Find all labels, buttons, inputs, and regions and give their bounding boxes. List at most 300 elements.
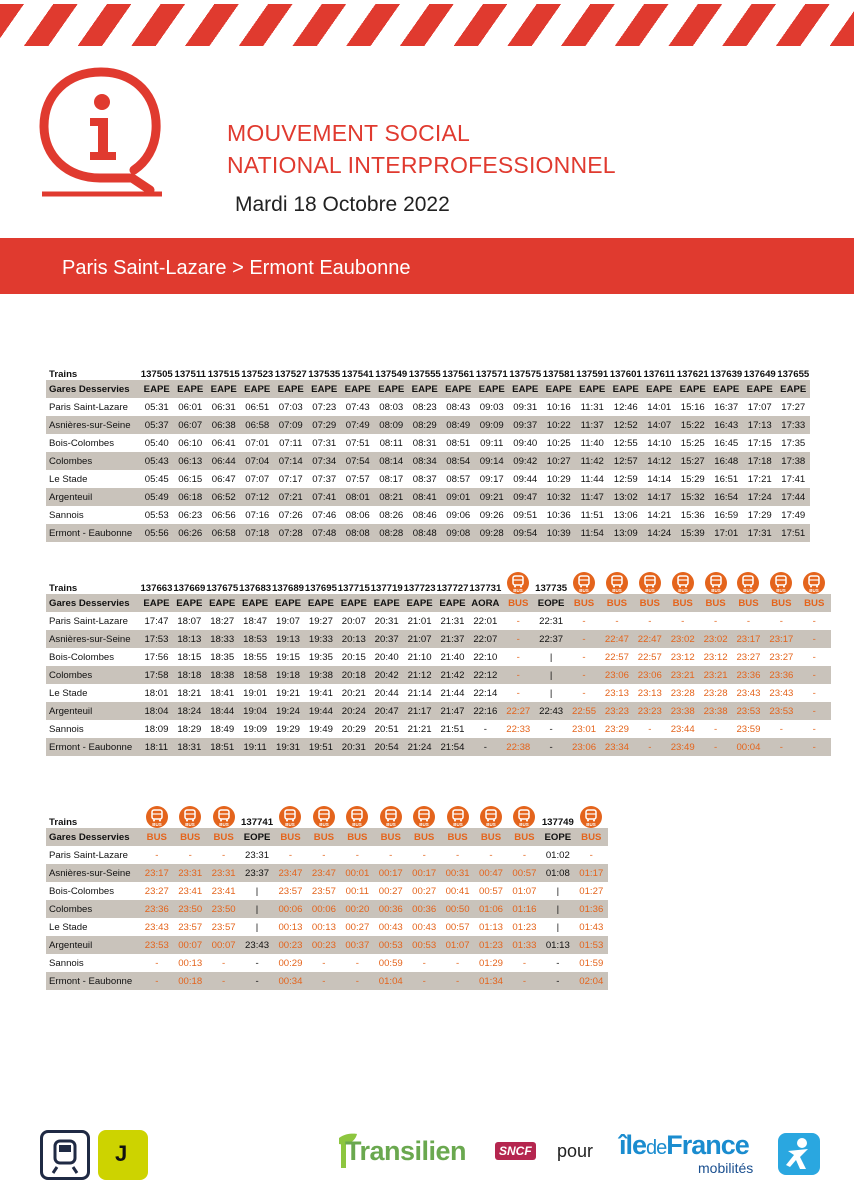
departure-time: 08:57 bbox=[442, 470, 476, 488]
departure-time: - bbox=[341, 846, 374, 864]
departure-time: 19:51 bbox=[304, 738, 337, 756]
departure-time: 09:44 bbox=[509, 470, 543, 488]
departure-time: 17:53 bbox=[140, 630, 173, 648]
station-row bbox=[46, 648, 831, 666]
bus-icon bbox=[513, 806, 535, 828]
departure-time: 22:37 bbox=[535, 630, 568, 648]
mission-code: BUS bbox=[568, 594, 601, 612]
mission-code: BUS bbox=[765, 594, 798, 612]
mission-code: BUS bbox=[600, 594, 633, 612]
departure-time: 07:29 bbox=[308, 416, 342, 434]
departure-time: 18:27 bbox=[206, 612, 239, 630]
departure-time: 23:59 bbox=[732, 720, 765, 738]
departure-time: - bbox=[341, 954, 374, 972]
departure-time: 00:07 bbox=[174, 936, 207, 954]
mission-code: EAPE bbox=[743, 380, 777, 398]
station-row bbox=[46, 612, 831, 630]
station-name: Paris Saint-Lazare bbox=[46, 398, 140, 416]
mission-code: EAPE bbox=[375, 380, 409, 398]
departure-time: 23:21 bbox=[699, 666, 732, 684]
idf-mobilites-sub: mobilités bbox=[698, 1160, 754, 1176]
bus-icon bbox=[146, 806, 168, 828]
station-name: Bois-Colombes bbox=[46, 434, 140, 452]
station-row bbox=[46, 972, 608, 990]
mission-code: EAPE bbox=[337, 594, 370, 612]
departure-time: 23:31 bbox=[207, 864, 240, 882]
departure-time: 00:07 bbox=[207, 936, 240, 954]
mission-code: EAPE bbox=[542, 380, 576, 398]
departure-time: 07:28 bbox=[274, 524, 308, 542]
departure-time: 20:07 bbox=[337, 612, 370, 630]
trains-label: Trains bbox=[49, 369, 78, 380]
departure-time: 20:47 bbox=[370, 702, 403, 720]
bus-column-header bbox=[765, 566, 798, 594]
departure-time: 18:41 bbox=[206, 684, 239, 702]
bus-column-header bbox=[699, 566, 732, 594]
departure-time: 18:44 bbox=[206, 702, 239, 720]
departure-time: 23:17 bbox=[732, 630, 765, 648]
pour-label: pour bbox=[557, 1141, 594, 1161]
mission-code: BUS bbox=[140, 828, 173, 846]
departure-time: - bbox=[174, 846, 207, 864]
departure-time: 23:37 bbox=[240, 864, 273, 882]
departure-time: 20:24 bbox=[337, 702, 370, 720]
bus-icon bbox=[447, 806, 469, 828]
departure-time: 01:08 bbox=[541, 864, 574, 882]
departure-time: 21:07 bbox=[403, 630, 436, 648]
departure-time: | bbox=[240, 918, 273, 936]
departure-time: 18:09 bbox=[140, 720, 173, 738]
departure-time: 21:47 bbox=[436, 702, 469, 720]
departure-time: 18:13 bbox=[173, 630, 206, 648]
departure-time: 20:42 bbox=[370, 666, 403, 684]
departure-time: 23:36 bbox=[140, 900, 173, 918]
train-number: 137719 bbox=[370, 583, 403, 594]
departure-time: - bbox=[240, 954, 273, 972]
mission-code-row bbox=[46, 828, 608, 846]
departure-time: 01:43 bbox=[575, 918, 608, 936]
bus-icon bbox=[580, 806, 602, 828]
departure-time: 09:03 bbox=[475, 398, 509, 416]
departure-time: - bbox=[140, 972, 173, 990]
departure-time: 17:31 bbox=[743, 524, 777, 542]
svg-text:BUS: BUS bbox=[152, 822, 162, 827]
mission-code: EAPE bbox=[241, 380, 275, 398]
departure-time: 00:53 bbox=[407, 936, 440, 954]
gares-desservies-label: Gares Desservies bbox=[46, 380, 140, 398]
departure-time: 18:29 bbox=[173, 720, 206, 738]
departure-time: - bbox=[502, 612, 535, 630]
svg-text:BUS: BUS bbox=[586, 822, 597, 827]
bus-icon bbox=[672, 572, 694, 594]
departure-time: 22:14 bbox=[469, 684, 502, 702]
departure-time: 20:13 bbox=[337, 630, 370, 648]
departure-time: 21:10 bbox=[403, 648, 436, 666]
departure-time: 16:59 bbox=[710, 506, 744, 524]
departure-time: 11:47 bbox=[576, 488, 610, 506]
departure-time: 17:41 bbox=[777, 470, 811, 488]
train-number-row bbox=[46, 360, 810, 380]
departure-time: 10:29 bbox=[542, 470, 576, 488]
mission-code: EOPE bbox=[535, 594, 568, 612]
departure-time: 23:02 bbox=[699, 630, 732, 648]
departure-time: - bbox=[307, 972, 340, 990]
mission-code: EAPE bbox=[304, 594, 337, 612]
departure-time: 12:52 bbox=[609, 416, 643, 434]
departure-time: 22:01 bbox=[469, 612, 502, 630]
train-number: 137505 bbox=[140, 369, 173, 380]
departure-time: 21:42 bbox=[436, 666, 469, 684]
bus-column-header bbox=[174, 800, 207, 828]
departure-time: 22:31 bbox=[535, 612, 568, 630]
departure-time: 18:21 bbox=[173, 684, 206, 702]
station-name: Sannois bbox=[46, 506, 140, 524]
departure-time: 19:04 bbox=[239, 702, 272, 720]
departure-time: - bbox=[798, 612, 831, 630]
departure-time: 18:04 bbox=[140, 702, 173, 720]
departure-time: 00:50 bbox=[441, 900, 474, 918]
departure-time: 07:01 bbox=[241, 434, 275, 452]
departure-time: 19:31 bbox=[272, 738, 305, 756]
departure-time: 08:46 bbox=[408, 506, 442, 524]
mission-code: EAPE bbox=[710, 380, 744, 398]
station-row bbox=[46, 954, 608, 972]
departure-time: 19:11 bbox=[239, 738, 272, 756]
departure-time: 11:42 bbox=[576, 452, 610, 470]
departure-time: 21:12 bbox=[403, 666, 436, 684]
departure-time: 23:57 bbox=[174, 918, 207, 936]
mission-code: EOPE bbox=[541, 828, 574, 846]
idf-wordmark-c: France bbox=[666, 1130, 749, 1160]
departure-time: 09:21 bbox=[475, 488, 509, 506]
departure-time: 01:27 bbox=[575, 882, 608, 900]
svg-text:BUS: BUS bbox=[513, 588, 523, 593]
departure-time: 00:57 bbox=[441, 918, 474, 936]
train-number: 137523 bbox=[241, 369, 274, 380]
departure-time: 19:15 bbox=[272, 648, 305, 666]
warning-stripes bbox=[0, 0, 854, 46]
station-row bbox=[46, 398, 810, 416]
departure-time: - bbox=[568, 684, 601, 702]
train-number: 137621 bbox=[676, 369, 709, 380]
bus-icon bbox=[573, 572, 595, 594]
departure-time: 08:48 bbox=[408, 524, 442, 542]
departure-time: 08:54 bbox=[442, 452, 476, 470]
departure-time: 21:01 bbox=[403, 612, 436, 630]
svg-text:BUS: BUS bbox=[486, 822, 496, 827]
departure-time: 00:13 bbox=[174, 954, 207, 972]
station-name: Colombes bbox=[46, 452, 140, 470]
departure-time: 19:13 bbox=[272, 630, 305, 648]
bus-column-header bbox=[568, 566, 601, 594]
departure-time: - bbox=[207, 972, 240, 990]
station-name: Bois-Colombes bbox=[46, 648, 140, 666]
route-banner bbox=[0, 238, 854, 294]
departure-time: | bbox=[541, 900, 574, 918]
mission-code: EAPE bbox=[206, 594, 239, 612]
mission-code: EAPE bbox=[436, 594, 469, 612]
departure-time: 08:43 bbox=[442, 398, 476, 416]
departure-time: 01:59 bbox=[575, 954, 608, 972]
departure-time: 23:43 bbox=[140, 918, 173, 936]
svg-text:BUS: BUS bbox=[776, 588, 787, 593]
station-name: Argenteuil bbox=[46, 488, 140, 506]
departure-time: 17:13 bbox=[743, 416, 777, 434]
departure-time: 00:23 bbox=[274, 936, 307, 954]
svg-text:BUS: BUS bbox=[710, 588, 721, 593]
mission-code: BUS bbox=[508, 828, 541, 846]
station-row bbox=[46, 434, 810, 452]
departure-time: 06:15 bbox=[174, 470, 208, 488]
departure-time: 11:54 bbox=[576, 524, 610, 542]
departure-time: 21:37 bbox=[436, 630, 469, 648]
departure-time: 19:21 bbox=[272, 684, 305, 702]
bus-column-header bbox=[207, 800, 240, 828]
station-row bbox=[46, 684, 831, 702]
svg-text:BUS: BUS bbox=[419, 822, 429, 827]
departure-time: 23:23 bbox=[600, 702, 633, 720]
gares-desservies-label: Gares Desservies bbox=[46, 594, 140, 612]
departure-time: 00:59 bbox=[374, 954, 407, 972]
departure-time: 09:14 bbox=[475, 452, 509, 470]
departure-time: 08:17 bbox=[375, 470, 409, 488]
station-name: Colombes bbox=[46, 666, 140, 684]
mission-code: EAPE bbox=[140, 594, 173, 612]
bus-icon bbox=[346, 806, 368, 828]
train-number: 137591 bbox=[576, 369, 609, 380]
departure-time: 19:24 bbox=[272, 702, 305, 720]
departure-time: 17:49 bbox=[777, 506, 811, 524]
departure-time: 23:06 bbox=[600, 666, 633, 684]
departure-time: 18:58 bbox=[239, 666, 272, 684]
departure-time: 22:47 bbox=[633, 630, 666, 648]
mission-code: EAPE bbox=[408, 380, 442, 398]
svg-text:BUS: BUS bbox=[185, 822, 195, 827]
departure-time: 21:14 bbox=[403, 684, 436, 702]
departure-time: 08:31 bbox=[408, 434, 442, 452]
departure-time: 14:10 bbox=[643, 434, 677, 452]
departure-time: 23:38 bbox=[666, 702, 699, 720]
departure-time: 18:15 bbox=[173, 648, 206, 666]
bus-column-header bbox=[633, 566, 666, 594]
title-line-2: NATIONAL INTERPROFESSIONNEL bbox=[227, 152, 616, 178]
train-number: 137689 bbox=[272, 583, 305, 594]
departure-time: 01:06 bbox=[474, 900, 507, 918]
mission-code: EAPE bbox=[174, 380, 208, 398]
departure-time: 18:51 bbox=[206, 738, 239, 756]
station-name: Paris Saint-Lazare bbox=[46, 846, 140, 864]
svg-text:BUS: BUS bbox=[285, 822, 296, 827]
departure-time: 15:22 bbox=[676, 416, 710, 434]
bus-column-header bbox=[575, 800, 608, 828]
station-row bbox=[46, 846, 608, 864]
timetable-3 bbox=[46, 800, 608, 990]
departure-time: 20:54 bbox=[370, 738, 403, 756]
train-number: 137749 bbox=[541, 817, 574, 828]
departure-time: - bbox=[798, 720, 831, 738]
departure-time: - bbox=[798, 684, 831, 702]
station-name: Le Stade bbox=[46, 918, 140, 936]
mission-code: BUS bbox=[732, 594, 765, 612]
train-number-row bbox=[46, 566, 831, 594]
departure-time: 01:34 bbox=[474, 972, 507, 990]
train-number: 137723 bbox=[403, 583, 436, 594]
departure-time: 07:46 bbox=[308, 506, 342, 524]
departure-time: 23:13 bbox=[633, 684, 666, 702]
departure-time: 09:26 bbox=[475, 506, 509, 524]
bus-icon bbox=[705, 572, 727, 594]
departure-time: - bbox=[307, 846, 340, 864]
mission-code: EAPE bbox=[173, 594, 206, 612]
departure-time: - bbox=[699, 738, 732, 756]
departure-time: 17:35 bbox=[777, 434, 811, 452]
departure-time: 18:53 bbox=[239, 630, 272, 648]
departure-time: 09:09 bbox=[475, 416, 509, 434]
departure-time: 14:17 bbox=[643, 488, 677, 506]
transilien-wordmark: Transilien bbox=[345, 1136, 467, 1166]
bus-column-header bbox=[798, 566, 831, 594]
departure-time: 10:25 bbox=[542, 434, 576, 452]
departure-time: 02:04 bbox=[575, 972, 608, 990]
departure-time: 16:48 bbox=[710, 452, 744, 470]
station-row bbox=[46, 738, 831, 756]
departure-time: - bbox=[798, 738, 831, 756]
departure-time: 07:57 bbox=[341, 470, 375, 488]
station-name: Paris Saint-Lazare bbox=[46, 612, 140, 630]
departure-time: | bbox=[535, 648, 568, 666]
mission-code: EAPE bbox=[140, 380, 174, 398]
departure-time: 00:01 bbox=[341, 864, 374, 882]
train-number: 137649 bbox=[743, 369, 776, 380]
svg-text:BUS: BUS bbox=[743, 588, 754, 593]
departure-time: 01:36 bbox=[575, 900, 608, 918]
departure-time: - bbox=[798, 648, 831, 666]
departure-time: 08:03 bbox=[375, 398, 409, 416]
departure-time: 00:41 bbox=[441, 882, 474, 900]
bus-column-header bbox=[307, 800, 340, 828]
departure-time: 08:14 bbox=[375, 452, 409, 470]
departure-time: 01:13 bbox=[541, 936, 574, 954]
departure-time: - bbox=[502, 684, 535, 702]
mission-code: EAPE bbox=[370, 594, 403, 612]
departure-time: 22:38 bbox=[502, 738, 535, 756]
departure-time: 08:06 bbox=[341, 506, 375, 524]
bus-column-header bbox=[474, 800, 507, 828]
departure-time: 09:31 bbox=[509, 398, 543, 416]
departure-time: 07:09 bbox=[274, 416, 308, 434]
idf-person-icon bbox=[778, 1133, 820, 1175]
departure-time: 06:10 bbox=[174, 434, 208, 452]
bus-column-header bbox=[508, 800, 541, 828]
station-row bbox=[46, 524, 810, 542]
idf-wordmark-a: île bbox=[619, 1130, 647, 1160]
departure-time: 00:17 bbox=[374, 864, 407, 882]
departure-time: 21:54 bbox=[436, 738, 469, 756]
departure-time: 00:34 bbox=[274, 972, 307, 990]
departure-time: - bbox=[541, 954, 574, 972]
station-name: Asnières-sur-Seine bbox=[46, 416, 140, 434]
departure-time: 07:26 bbox=[274, 506, 308, 524]
bus-icon bbox=[606, 572, 628, 594]
train-number: 137669 bbox=[173, 583, 206, 594]
train-number: 137511 bbox=[174, 369, 206, 380]
station-name: Colombes bbox=[46, 900, 140, 918]
departure-time: - bbox=[600, 612, 633, 630]
departure-time: 17:24 bbox=[743, 488, 777, 506]
departure-time: 16:51 bbox=[710, 470, 744, 488]
departure-time: 00:37 bbox=[341, 936, 374, 954]
departure-time: 00:36 bbox=[407, 900, 440, 918]
departure-time: 06:44 bbox=[207, 452, 241, 470]
departure-time: 23:57 bbox=[274, 882, 307, 900]
departure-time: 23:31 bbox=[174, 864, 207, 882]
departure-time: 17:44 bbox=[777, 488, 811, 506]
departure-time: 07:31 bbox=[308, 434, 342, 452]
departure-time: 01:33 bbox=[508, 936, 541, 954]
departure-time: 18:49 bbox=[206, 720, 239, 738]
departure-time: 19:27 bbox=[304, 612, 337, 630]
departure-time: - bbox=[535, 738, 568, 756]
departure-time: 23:28 bbox=[699, 684, 732, 702]
departure-time: 12:59 bbox=[609, 470, 643, 488]
departure-time: 23:57 bbox=[307, 882, 340, 900]
departure-time: 07:04 bbox=[241, 452, 275, 470]
train-number: 137731 bbox=[469, 583, 502, 594]
train-number: 137663 bbox=[140, 583, 173, 594]
departure-time: 06:38 bbox=[207, 416, 241, 434]
departure-time: 07:54 bbox=[341, 452, 375, 470]
departure-time: - bbox=[568, 648, 601, 666]
departure-time: 22:10 bbox=[469, 648, 502, 666]
train-number: 137695 bbox=[304, 583, 337, 594]
mission-code: EAPE bbox=[207, 380, 241, 398]
departure-time: 05:45 bbox=[140, 470, 174, 488]
departure-time: 19:09 bbox=[239, 720, 272, 738]
departure-time: - bbox=[140, 846, 173, 864]
departure-time: 21:40 bbox=[436, 648, 469, 666]
mission-code: EAPE bbox=[576, 380, 610, 398]
departure-time: 22:27 bbox=[502, 702, 535, 720]
departure-time: 01:04 bbox=[374, 972, 407, 990]
departure-time: 00:27 bbox=[407, 882, 440, 900]
departure-time: 13:02 bbox=[609, 488, 643, 506]
departure-time: 10:22 bbox=[542, 416, 576, 434]
departure-time: - bbox=[508, 972, 541, 990]
mission-code: BUS bbox=[666, 594, 699, 612]
departure-time: 16:45 bbox=[710, 434, 744, 452]
line-j-label: J bbox=[115, 1141, 128, 1166]
mission-code: BUS bbox=[575, 828, 608, 846]
departure-time: 23:53 bbox=[765, 702, 798, 720]
mission-code: BUS bbox=[174, 828, 207, 846]
departure-time: 08:21 bbox=[375, 488, 409, 506]
departure-time: - bbox=[633, 738, 666, 756]
departure-time: 18:24 bbox=[173, 702, 206, 720]
departure-time: 00:47 bbox=[474, 864, 507, 882]
departure-time: 17:15 bbox=[743, 434, 777, 452]
departure-time: 21:44 bbox=[436, 684, 469, 702]
mission-code: BUS bbox=[374, 828, 407, 846]
departure-time: 08:29 bbox=[408, 416, 442, 434]
departure-time: 23:31 bbox=[240, 846, 273, 864]
departure-time: - bbox=[441, 846, 474, 864]
departure-time: 01:23 bbox=[474, 936, 507, 954]
departure-time: - bbox=[798, 702, 831, 720]
departure-time: - bbox=[502, 630, 535, 648]
mission-code: EAPE bbox=[239, 594, 272, 612]
mission-code-row bbox=[46, 594, 831, 612]
departure-time: - bbox=[407, 846, 440, 864]
